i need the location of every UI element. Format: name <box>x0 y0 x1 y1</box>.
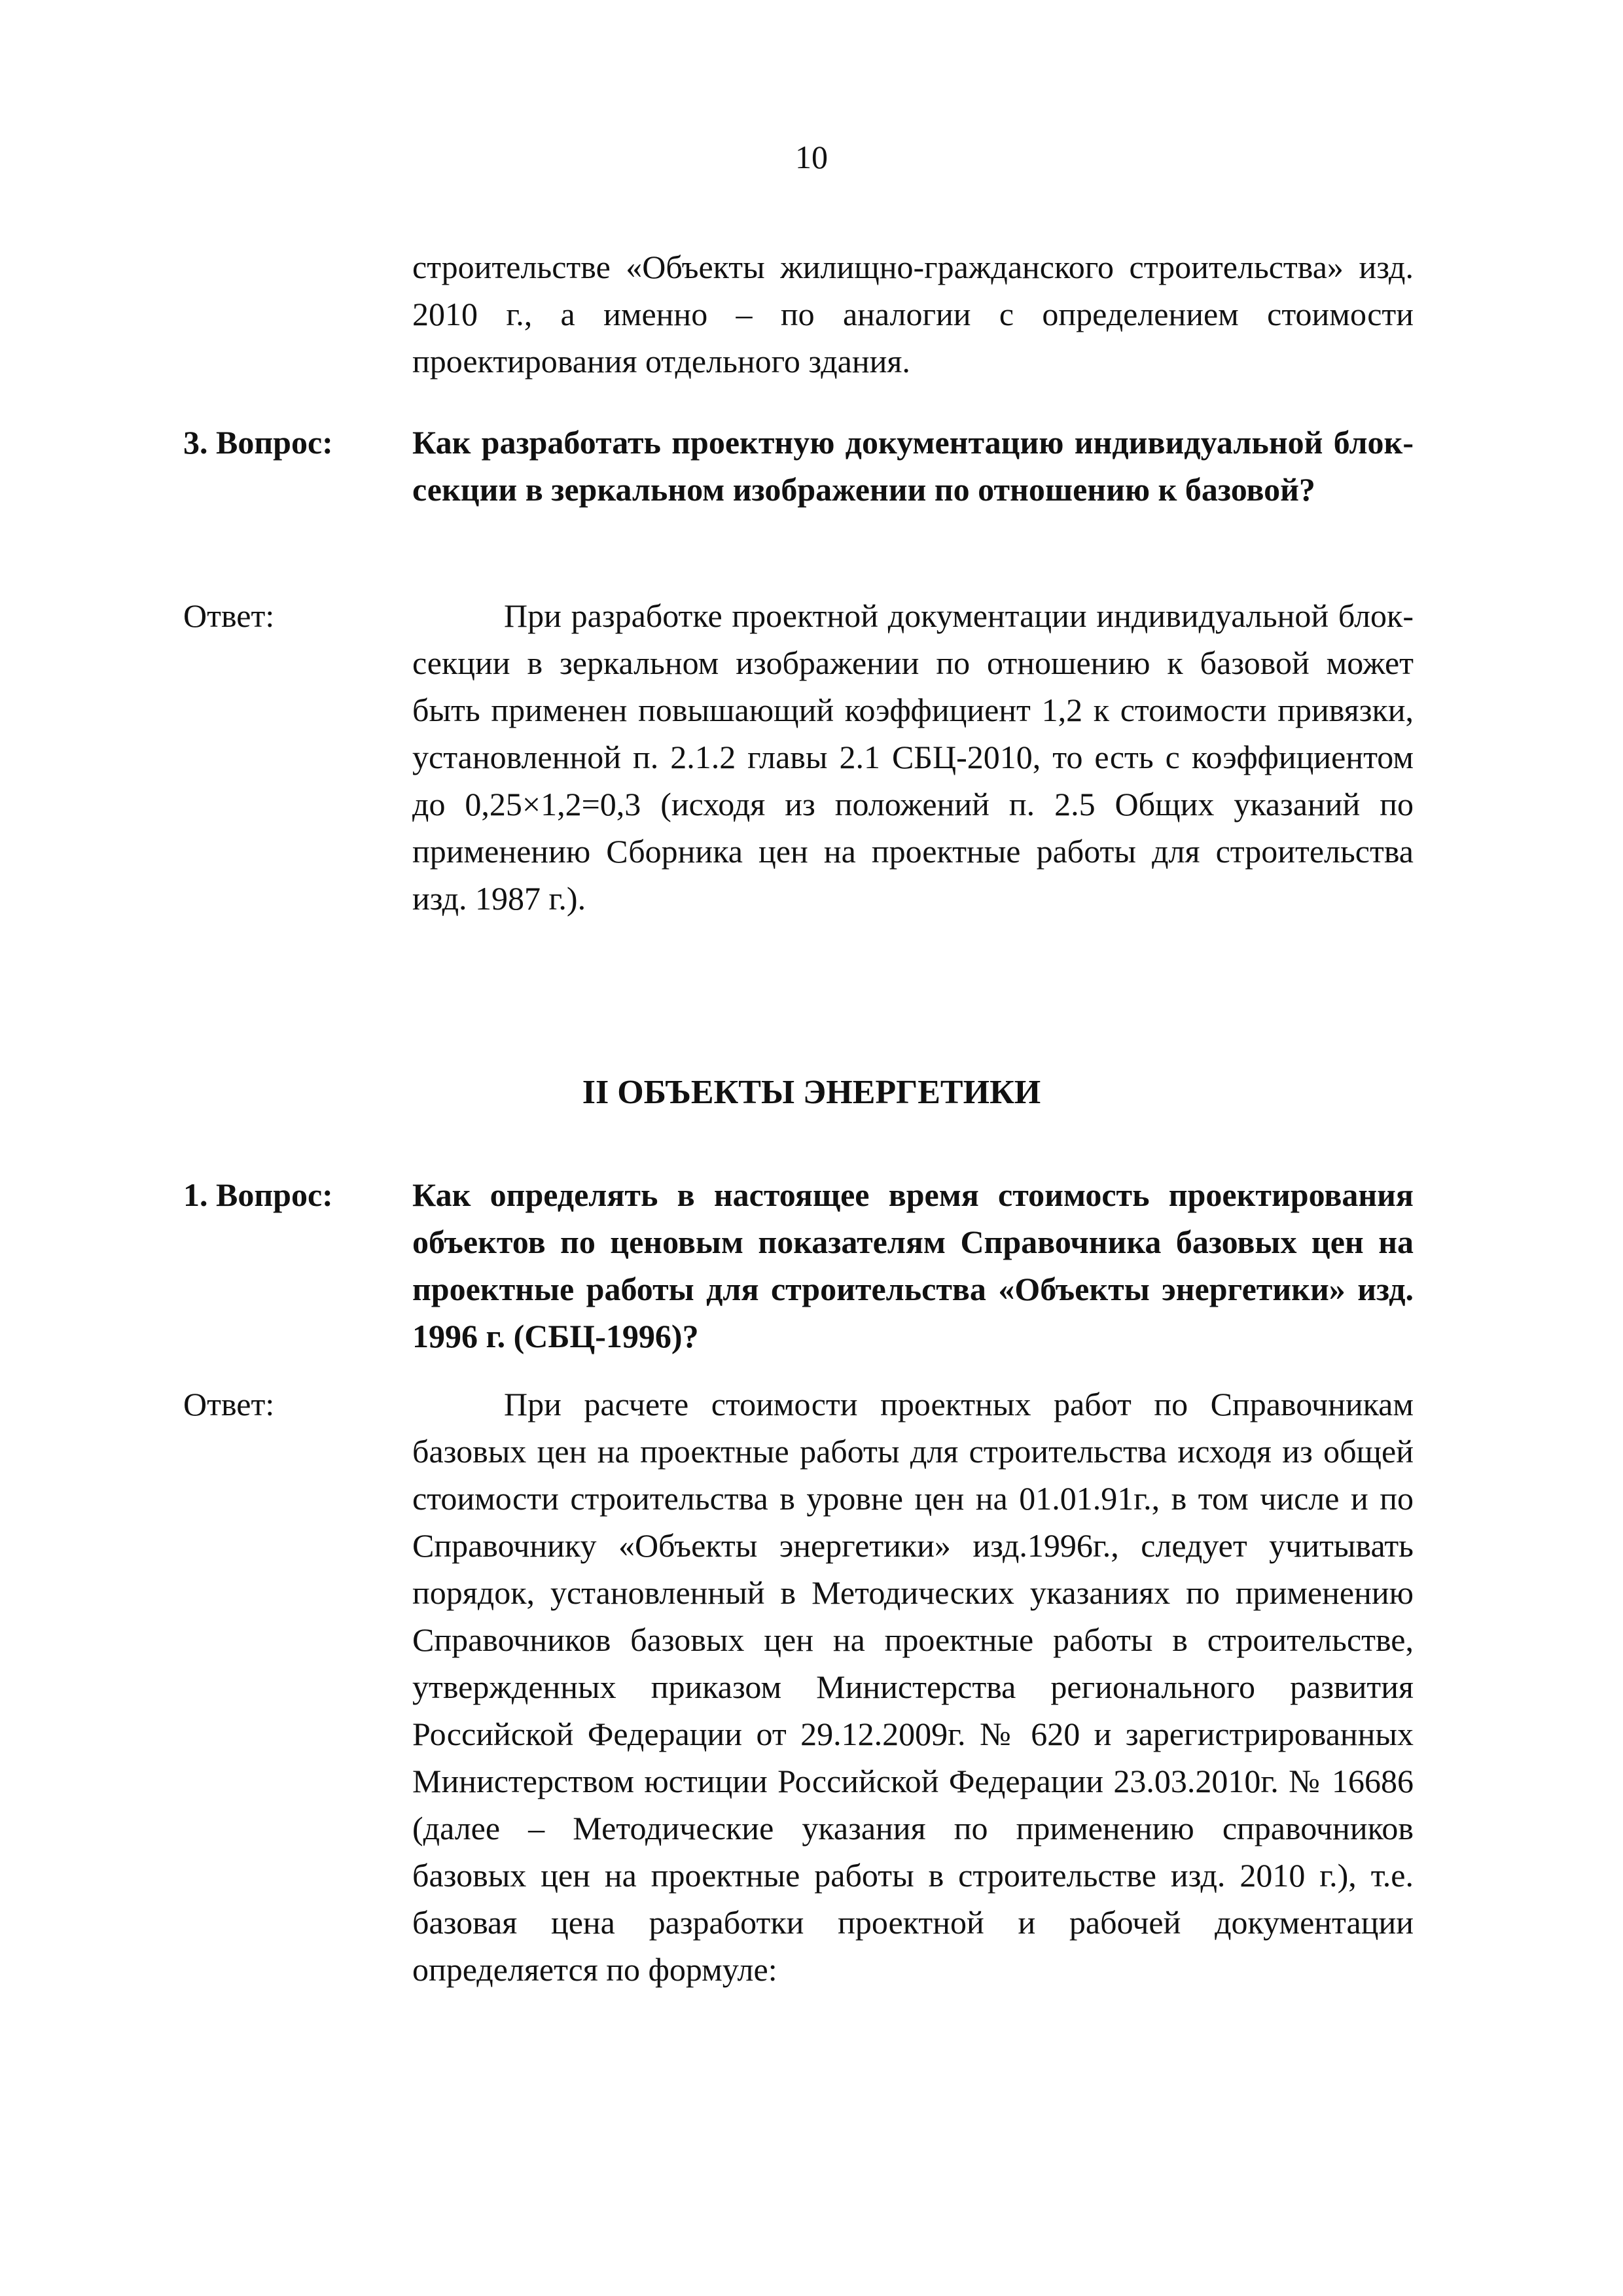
question-3-text: Как разработать проектную документацию индивидуальной блок-секции в зеркальном изображении по отношению к базовой? <box>412 424 1414 508</box>
question-3-label: 3. Вопрос: <box>183 424 333 461</box>
answer-3-block <box>183 592 1414 922</box>
question-1-block <box>183 1171 1414 1360</box>
answer-1-label: Ответ: <box>183 1386 275 1422</box>
question-1-text: Как определять в настоящее время стоимость проектирования объектов по ценовым показателям Справочника базовых цен на проектные работы для строительства «Объекты энергетики» изд. 1996 г. (СБЦ-1996)? <box>412 1176 1414 1354</box>
question-1-label: 1. Вопрос: <box>183 1176 333 1213</box>
page-number: 10 <box>795 139 828 175</box>
answer-1-text: При расчете стоимости проектных работ по Справочникам базовых цен на проектные работы для строительства исходя из общей стоимости строительства в уровне цен на 01.01.91г., в том числе и по Справочнику «Объекты энергетики» изд.1996г., следует учитывать порядок, установленный в Методических указаниях по применению Справочников базовых цен на проектные работы в строительстве, утвержденных приказом Министерства регионального развития Российской Федерации от 29.12.2009г. № 620 и зарегистрированных Министерством юстиции Российской Федерации 23.03.2010г. № 16686 (далее – Методические указания по применению справочников базовых цен на проектные работы в строительстве изд. 2010 г.), т.е. базовая цена разработки проектной и рабочей документации определяется по формуле: <box>412 1386 1414 1988</box>
answer-1-block <box>183 1381 1414 1993</box>
continuation-paragraph <box>183 243 1414 385</box>
answer-3-label: Ответ: <box>183 597 275 634</box>
answer-3-text: При разработке проектной документации индивидуальной блок-секции в зеркальном изображении по отношению к базовой может быть применен повышающий коэффициент 1,2 к стоимости привязки, установленной п. 2.1.2 главы 2.1 СБЦ-2010, то есть с коэффициентом до 0,25×1,2=0,3 (исходя из положений п. 2.5 Общих указаний по применению Сборника цен на проектные работы для строительства изд. 1987 г.). <box>412 597 1414 917</box>
section-heading: II ОБЪЕКТЫ ЭНЕРГЕТИКИ <box>582 1074 1041 1111</box>
question-3-block <box>183 419 1414 513</box>
continuation-text: строительстве «Объекты жилищно-гражданского строительства» изд. 2010 г., а именно – по аналогии с определением стоимости проектирования отдельного здания. <box>412 249 1414 380</box>
